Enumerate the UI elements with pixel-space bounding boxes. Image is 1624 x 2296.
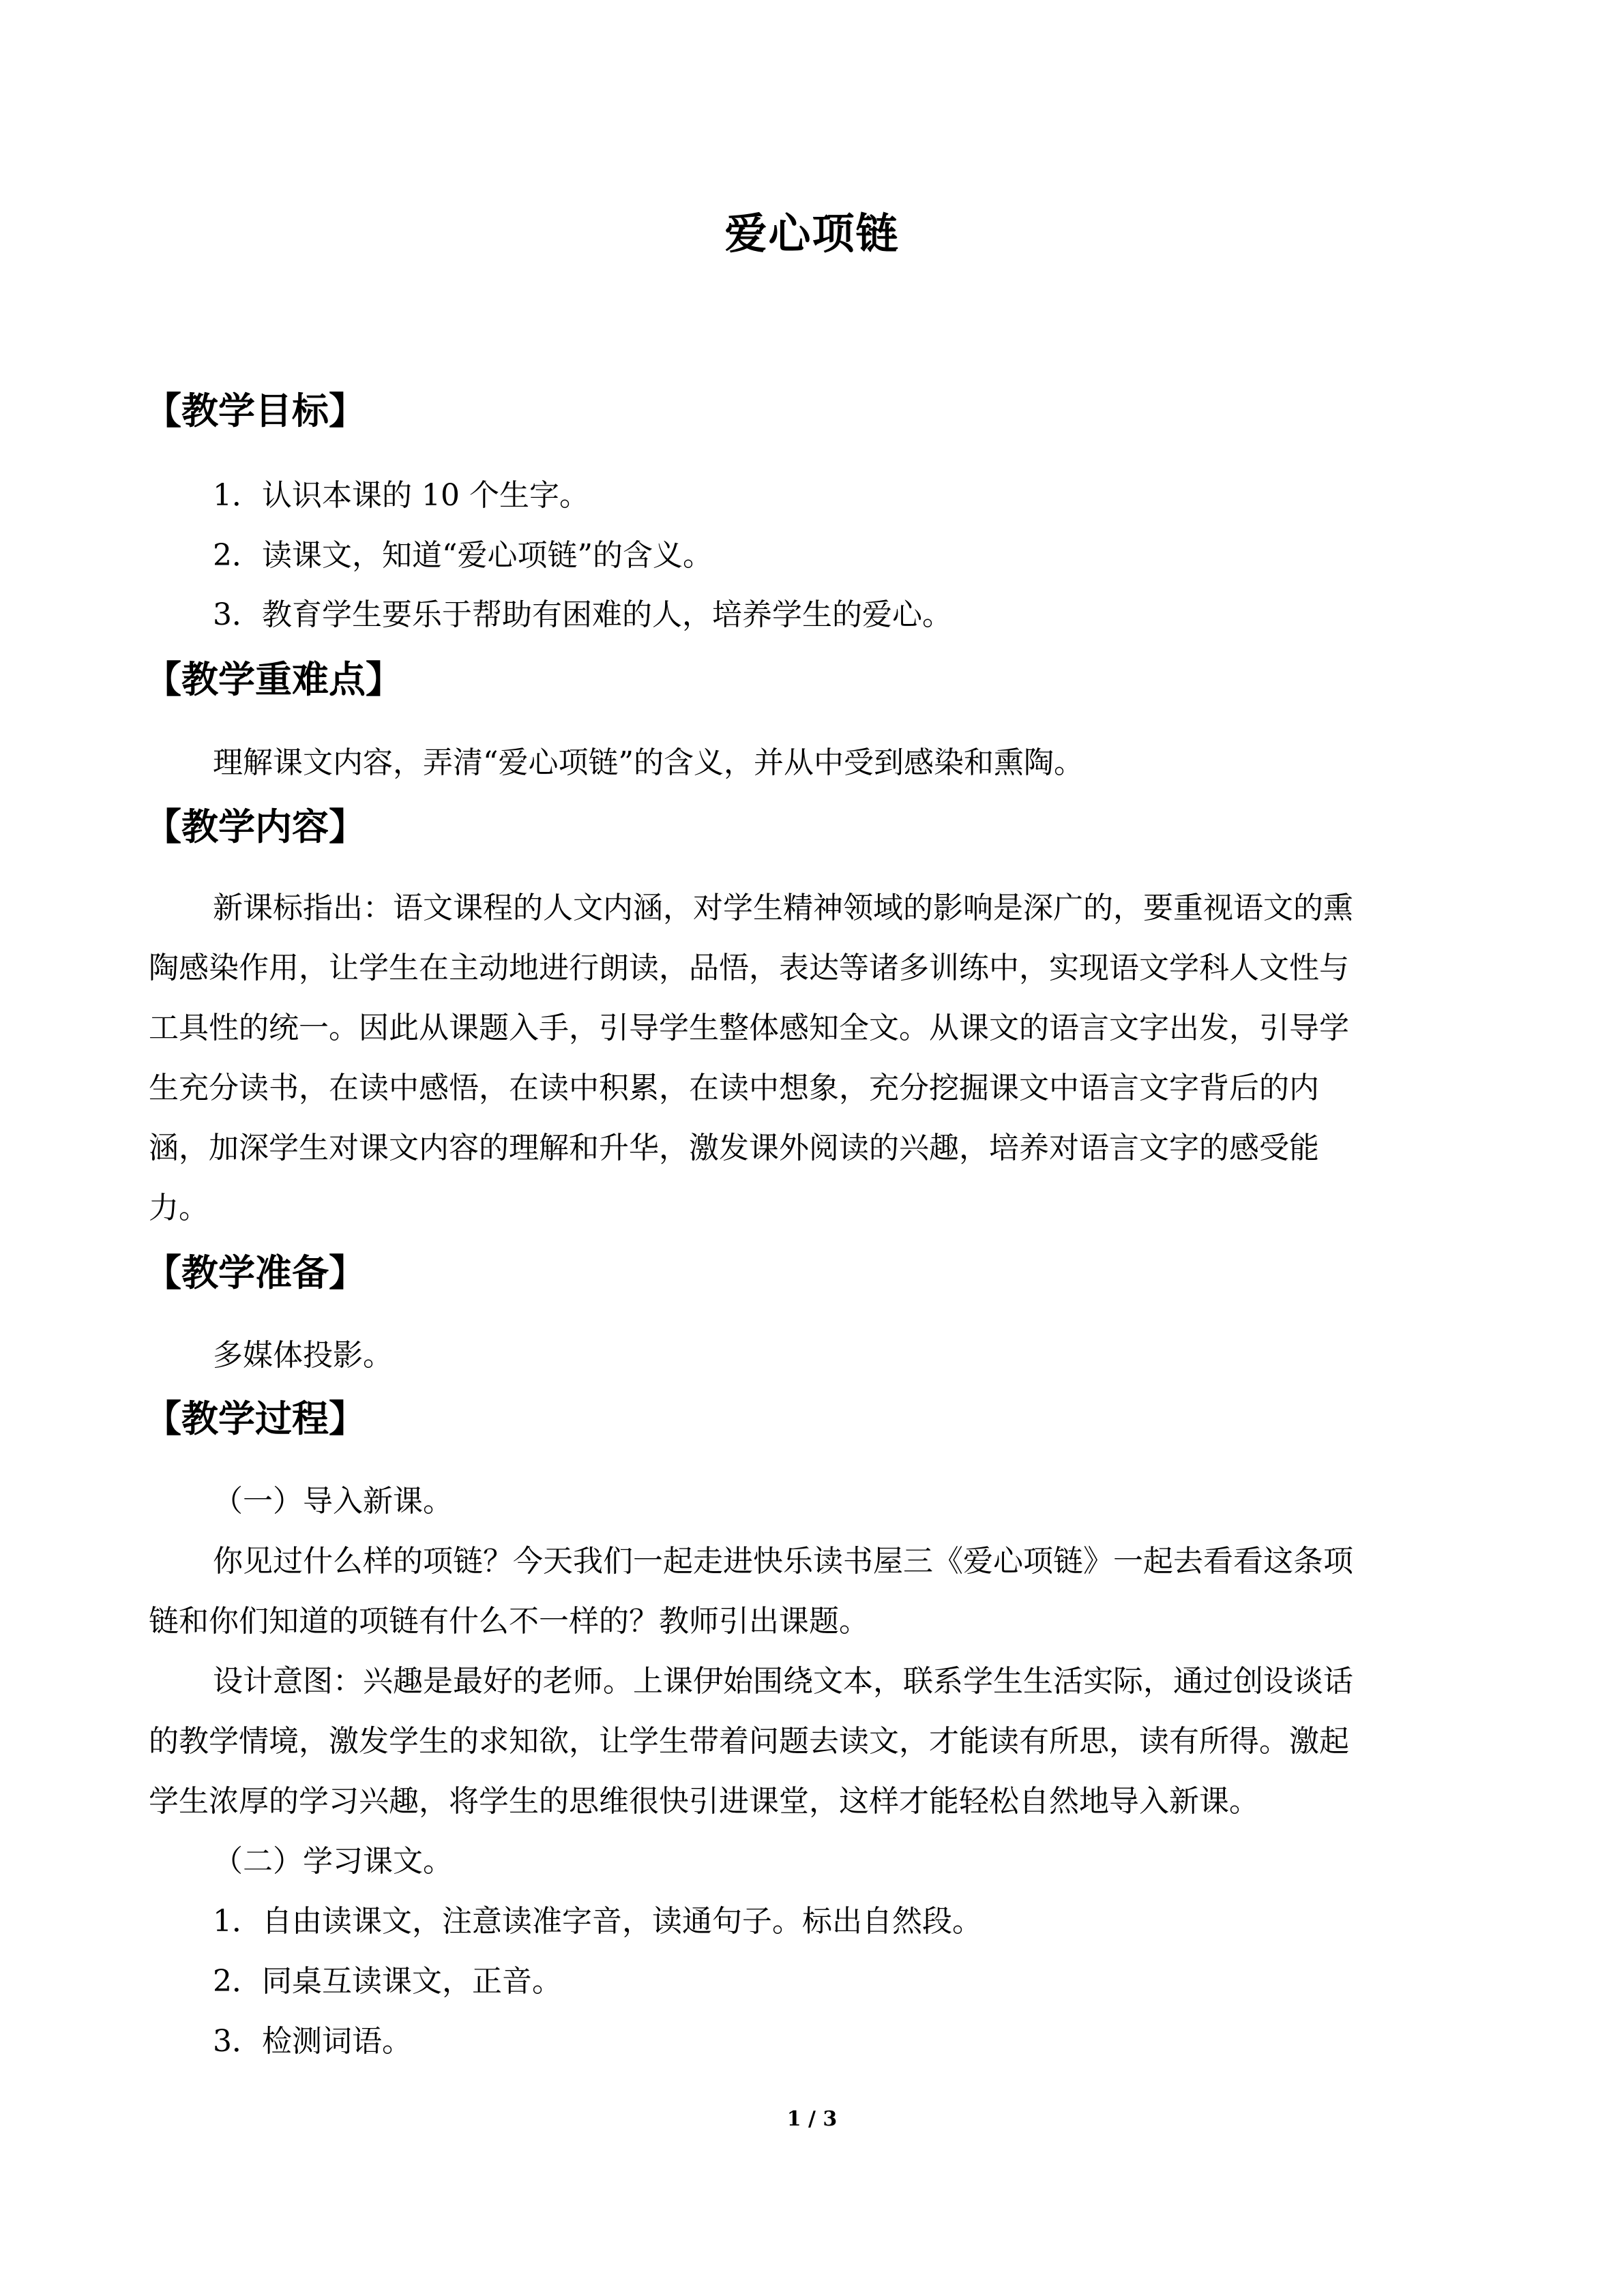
process-step: 2．同桌互读课文，正音。	[213, 1964, 562, 1999]
process-step: 1．自由读课文，注意读准字音，读通句子。标出自然段。	[213, 1904, 982, 1939]
process-intro-line: 你见过什么样的项链？今天我们一起走进快乐读书屋三《爱心项链》一起去看看这条项	[213, 1544, 1353, 1579]
heading-process: 【教学过程】	[145, 1397, 366, 1440]
process-part-title: （二）学习课文。	[213, 1844, 453, 1879]
preparation-text: 多媒体投影。	[213, 1338, 393, 1373]
objective-item: 3．教育学生要乐于帮助有困难的人，培养学生的爱心。	[213, 597, 952, 632]
process-design-line: 设计意图：兴趣是最好的老师。上课伊始围绕文本，联系学生生活实际，通过创设谈话	[213, 1664, 1353, 1699]
content-line: 力。	[149, 1191, 209, 1225]
document-title: 爱心项链	[724, 209, 900, 258]
content-line: 新课标指出：语文课程的人文内涵，对学生精神领域的影响是深广的，要重视语文的熏	[213, 891, 1353, 925]
key-points-text: 理解课文内容，弄清“爱心项链”的含义，并从中受到感染和熏陶。	[213, 745, 1084, 780]
objective-item: 1．认识本课的 10 个生字。	[213, 478, 589, 513]
heading-content: 【教学内容】	[145, 805, 366, 848]
process-intro-line: 链和你们知道的项链有什么不一样的？教师引出课题。	[149, 1604, 869, 1639]
process-part-title: （一）导入新课。	[213, 1484, 453, 1519]
heading-key-points: 【教学重难点】	[145, 658, 402, 701]
heading-objectives: 【教学目标】	[145, 389, 366, 432]
content-line: 涵，加深学生对课文内容的理解和升华，激发课外阅读的兴趣，培养对语言文字的感受能	[149, 1131, 1319, 1165]
heading-preparation: 【教学准备】	[145, 1251, 366, 1294]
content-line: 工具性的统一。因此从课题入手，引导学生整体感知全文。从课文的语言文字出发，引导学	[149, 1011, 1349, 1045]
content-line: 生充分读书，在读中感悟，在读中积累，在读中想象，充分挖掘课文中语言文字背后的内	[149, 1071, 1319, 1105]
page-number: 1 / 3	[786, 2107, 838, 2131]
process-design-line: 学生浓厚的学习兴趣，将学生的思维很快引进课堂，这样才能轻松自然地导入新课。	[149, 1784, 1259, 1819]
process-step: 3．检测词语。	[213, 2024, 412, 2059]
content-line: 陶感染作用，让学生在主动地进行朗读，品悟，表达等诸多训练中，实现语文学科人文性与	[149, 951, 1349, 985]
objective-item: 2．读课文，知道“爱心项链”的含义。	[213, 538, 713, 573]
process-design-line: 的教学情境，激发学生的求知欲，让学生带着问题去读文，才能读有所思，读有所得。激起	[149, 1724, 1349, 1759]
